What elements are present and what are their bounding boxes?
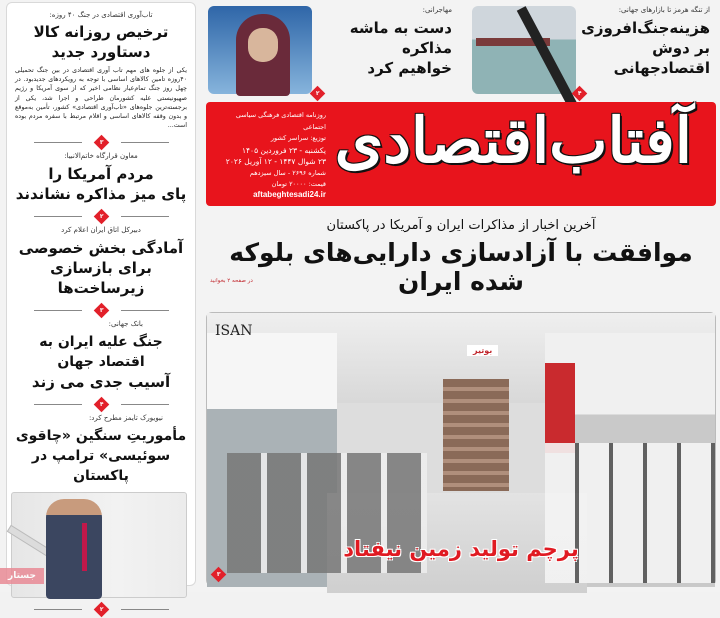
story-title: جنگ علیه ایران به اقتصاد جهان bbox=[39, 334, 163, 371]
separator bbox=[15, 211, 187, 222]
watermark-stamp: جستار bbox=[0, 568, 44, 584]
story-title: پای میز مذاکره نشاندند bbox=[15, 185, 187, 204]
page-number-badge: ۲ bbox=[310, 86, 326, 102]
issue-info-line: روزنامه اقتصادی فرهنگی سیاسی اجتماعی bbox=[235, 111, 326, 131]
teaser-title-line: بر دوش bbox=[652, 39, 710, 57]
issue-price: قیمت: ۲۰۰۰۰ تومان bbox=[271, 180, 326, 188]
story-kicker: معاون قرارگاه خاتم‌الانبیا: bbox=[64, 152, 138, 161]
issue-info bbox=[216, 110, 326, 191]
teaser-title-line: خواهیم کرد bbox=[367, 59, 452, 77]
story-title: ترخیص روزانه کالا bbox=[33, 23, 169, 41]
website-link[interactable]: aftabeghtesadi24.ir bbox=[253, 190, 326, 199]
sidebar-story-2[interactable] bbox=[15, 152, 187, 222]
photo-sign: ISAN bbox=[215, 323, 253, 339]
sidebar-column bbox=[6, 2, 196, 614]
teaser-title-line: هزینه‌جنگ‌افروزی bbox=[581, 19, 710, 37]
story-body: یکی از جلوه های مهم تاب آوری اقتصادی در بین جنگ تحمیلی ۴۰روزه تامین کالاهای اساسی با توجه به رویکردهای جدیدبود. در چهل روز جنگ تمام‌عیار نظامی اخیر که از سوی آمریکا و رژیم صهیونیستی علیه کشورمان طراحی و اجرا شد، یکی از برجسته‌ترین جلوه‌های «تاب‌آوری اقتصادی» کشور، تأمین به‌موقع و بدون وقفه کالاهای اساسی و اقلام مرتبط با سفره مردم بوده است... bbox=[15, 67, 187, 130]
teaser-title-line: اقتصادجهانی bbox=[613, 59, 710, 77]
teaser-photo bbox=[472, 6, 576, 94]
page-number-badge: ۳ bbox=[93, 135, 109, 151]
sidebar-story-4[interactable] bbox=[15, 320, 187, 410]
photo-caption: پرچم تولید زمین نیفتاد bbox=[343, 537, 579, 561]
sidebar-story-1[interactable] bbox=[15, 11, 187, 148]
teaser-photo bbox=[208, 6, 312, 94]
issue-info-line: توزیع: سراسر کشور bbox=[270, 134, 326, 142]
page-number-badge: ۲ bbox=[93, 602, 109, 618]
story-kicker: بانک جهانی: bbox=[108, 320, 143, 329]
teaser-kicker: از تنگه هرمز تا بازارهای جهانی: bbox=[618, 6, 710, 14]
teaser-title-line: دست به ماشه bbox=[349, 19, 452, 37]
story-title: مردم آمریکا را bbox=[48, 165, 154, 184]
sidebar-story-5[interactable] bbox=[15, 414, 187, 615]
separator bbox=[15, 399, 187, 410]
issue-date-persian: یکشنبه - ۲۳ فروردین ۱۴۰۵ bbox=[241, 145, 326, 155]
story-title: سوئیسی» ترامپ در پاکستان bbox=[31, 448, 171, 485]
teaser-kicker: مهاجرانی: bbox=[422, 6, 452, 14]
separator bbox=[15, 604, 187, 615]
story-title: آسیب جدی می زند bbox=[31, 373, 171, 392]
page-number-badge: ۲ bbox=[93, 209, 109, 225]
page-number-badge: ۴ bbox=[93, 397, 109, 413]
story-title: برای بازسازی زیرساخت‌ها bbox=[50, 259, 152, 298]
story-kicker: دبیرکل اتاق ایران اعلام کرد bbox=[61, 226, 141, 235]
main-photo[interactable] bbox=[206, 312, 716, 586]
teaser-title-line: مذاکره bbox=[401, 39, 452, 57]
main-headline[interactable]: موافقت با آزادسازی دارایی‌های بلوکه شده ایران bbox=[229, 238, 693, 296]
page-number-badge: ۳ bbox=[211, 567, 227, 583]
story-title: مأموریتِ سنگین «چاقوی bbox=[15, 428, 187, 445]
masthead bbox=[206, 102, 716, 206]
page-number-badge: ۳ bbox=[93, 303, 109, 319]
story-kicker: تاب‌آوری اقتصادی در جنگ ۴۰ روزه: bbox=[49, 11, 153, 19]
top-teaser-mohajerani[interactable] bbox=[204, 4, 458, 96]
newspaper-logo: آفتاب‌اقتصادی bbox=[334, 104, 692, 177]
photo-sign: بوتیر bbox=[467, 345, 498, 356]
story-title: آمادگی بخش خصوصی bbox=[18, 239, 184, 258]
issue-number: شماره ۲۶۹۶ - سال سیزدهم bbox=[249, 168, 326, 177]
story-title: دستاورد جدید bbox=[51, 43, 151, 61]
sidebar-story-3[interactable] bbox=[15, 226, 187, 316]
main-kicker: آخرین اخبار از مذاکرات ایران و آمریکا در پاکستان bbox=[326, 218, 596, 233]
read-more-link[interactable]: در صفحه ۲ بخوانید bbox=[210, 278, 253, 284]
issue-date-hijri-gregorian: ۲۳ شوال ۱۴۴۷ - ۱۲ آوریل ۲۰۲۶ bbox=[225, 157, 326, 166]
story-kicker: نیویورک تایمز مطرح کرد: bbox=[88, 414, 163, 423]
separator bbox=[15, 137, 187, 148]
top-teaser-hormuz[interactable] bbox=[462, 4, 716, 96]
separator bbox=[15, 305, 187, 316]
page-number-badge: ۴ bbox=[572, 86, 588, 102]
